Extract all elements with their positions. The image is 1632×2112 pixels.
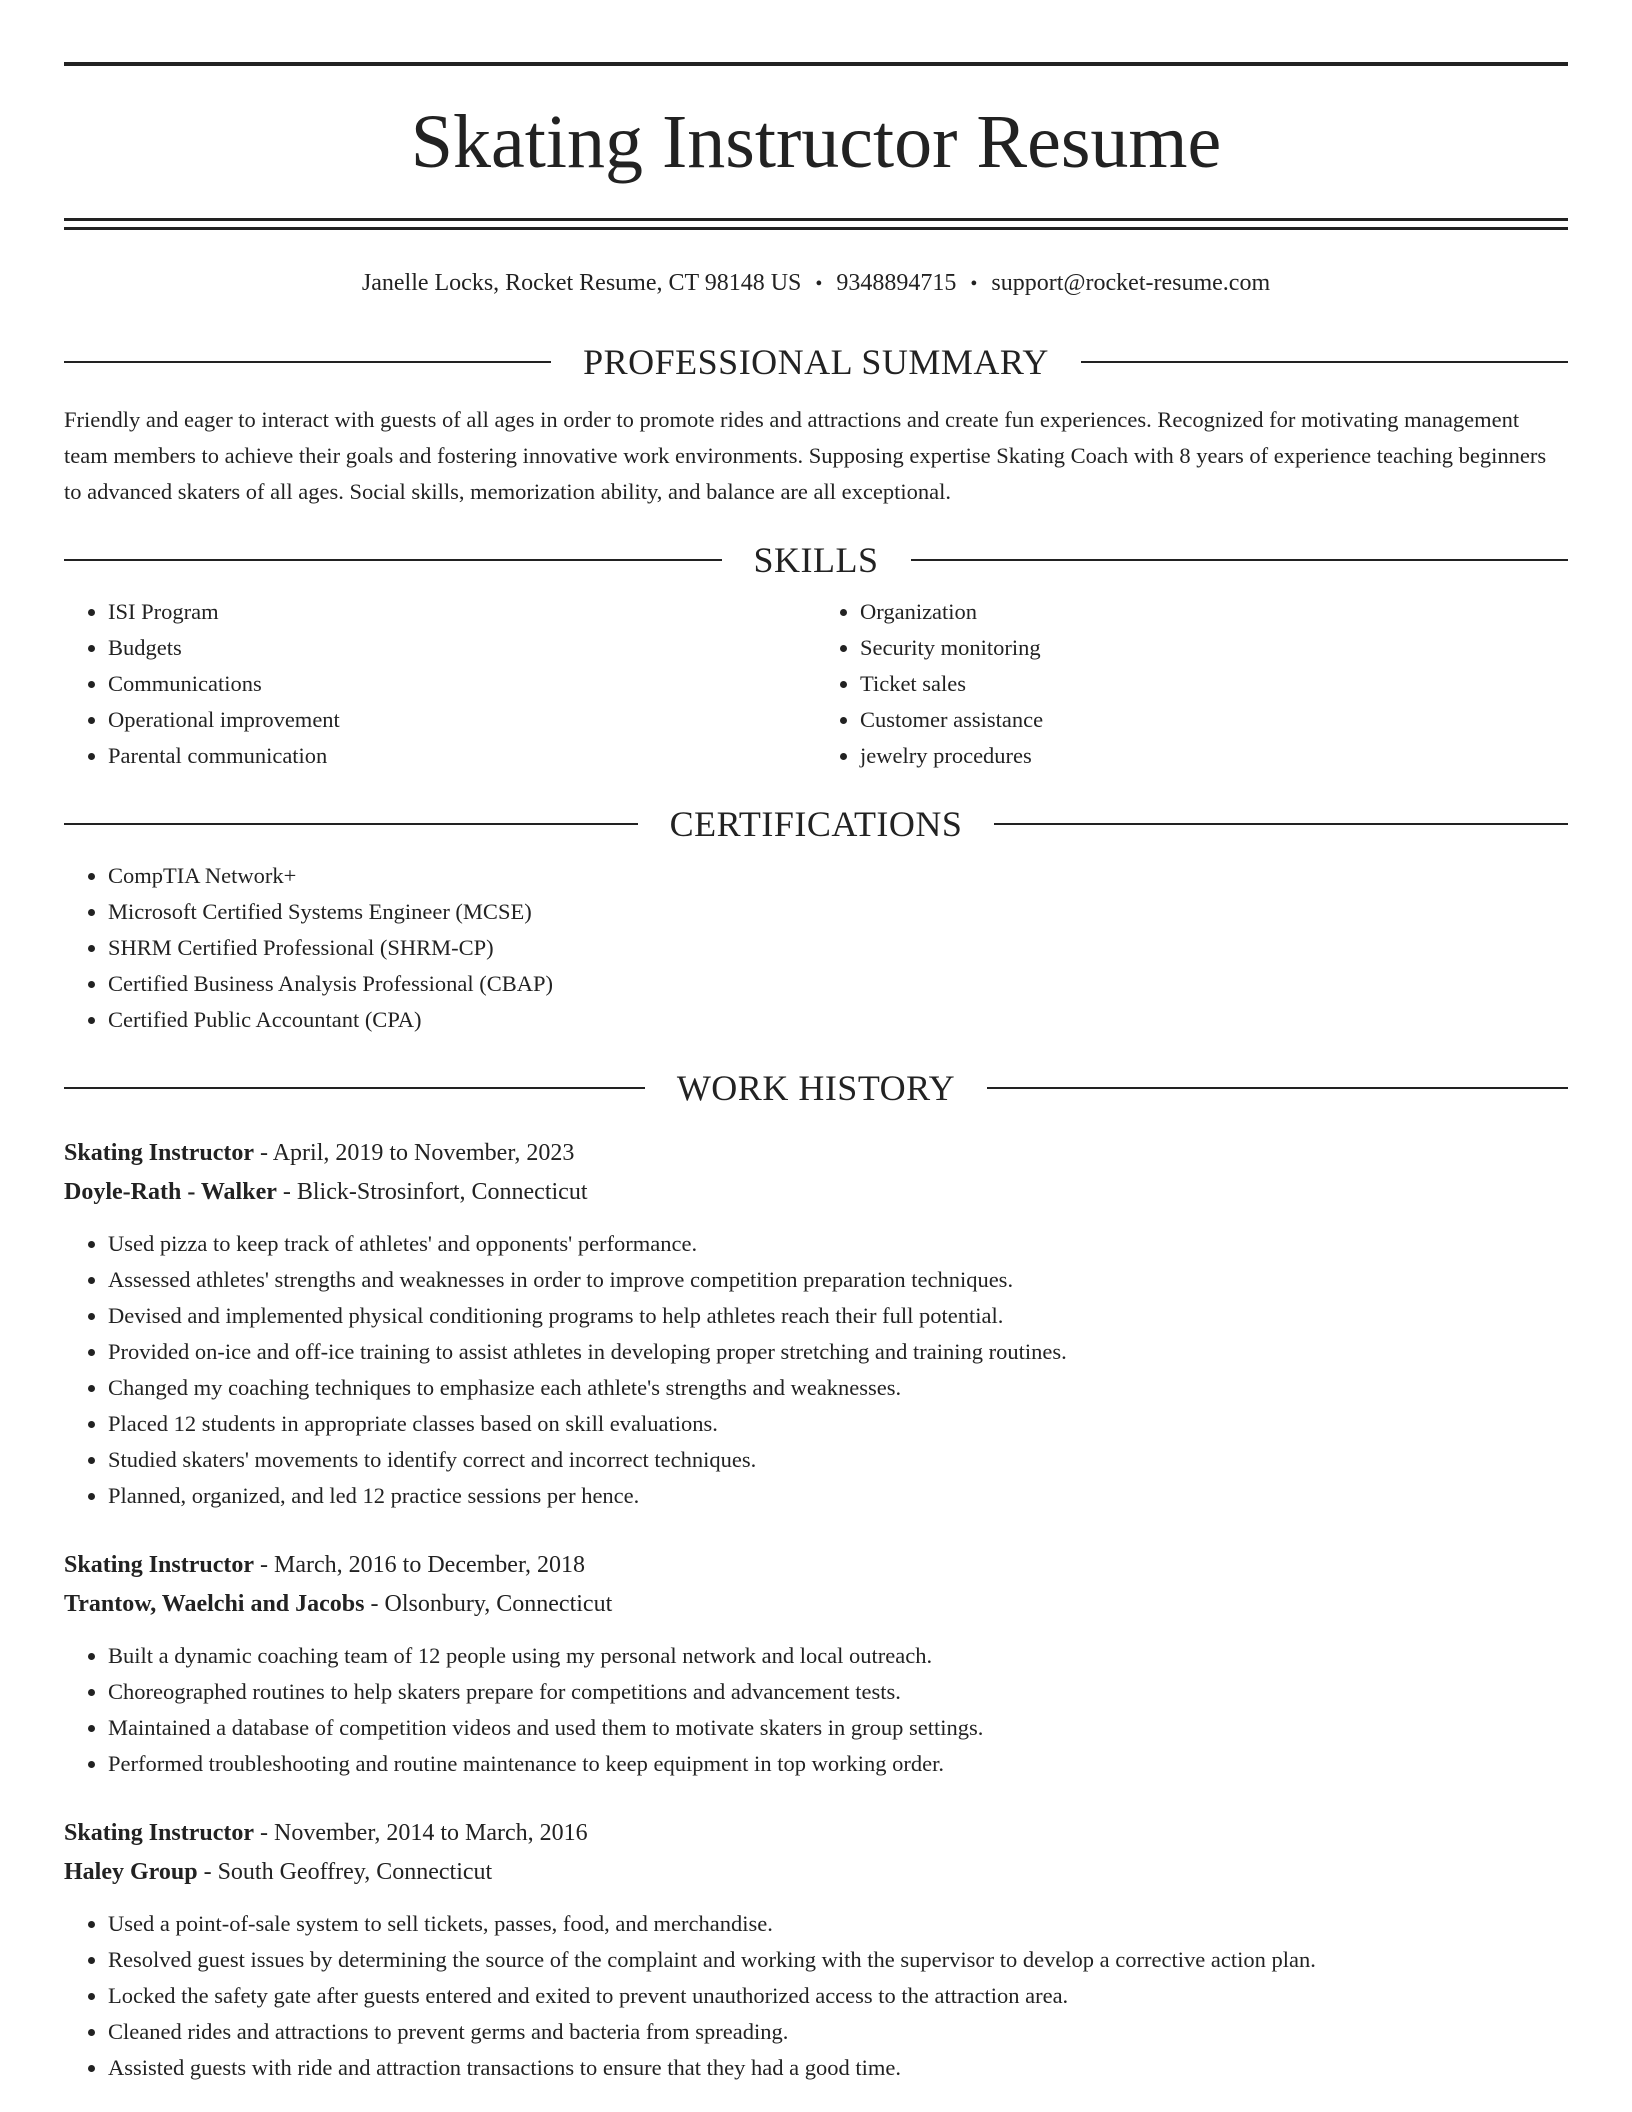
skill-item: • Parental communication — [108, 738, 816, 774]
certification-item: • Certified Public Accountant (CPA) — [108, 1002, 1568, 1038]
job-bullet: • Locked the safety gate after guests entered and exited to prevent unauthorized access to the attraction area. — [108, 1978, 1568, 2014]
job-bullet: • Devised and implemented physical conditioning programs to help athletes reach their full potential. — [108, 1298, 1568, 1334]
job-title: Skating Instructor — [64, 1140, 255, 1166]
job-entry — [64, 1546, 1568, 1782]
certification-item: • CompTIA Network+ — [108, 858, 1568, 894]
job-title-line — [64, 1134, 1568, 1173]
title-double-rule — [64, 218, 1568, 230]
skills-section-header — [64, 540, 1568, 580]
job-bullet: • Built a dynamic coaching team of 12 people using my personal network and local outreach. — [108, 1638, 1568, 1674]
summary-section-header — [64, 342, 1568, 382]
certification-item: • SHRM Certified Professional (SHRM-CP) — [108, 930, 1568, 966]
job-bullets — [64, 1638, 1568, 1782]
job-bullet: • Provided on-ice and off-ice training to assist athletes in developing proper stretching and training routines. — [108, 1334, 1568, 1370]
job-dates: - November, 2014 to March, 2016 — [254, 1820, 588, 1846]
skill-item: • jewelry procedures — [860, 738, 1568, 774]
work-history-list — [64, 1134, 1568, 2086]
contact-phone: 9348894715 — [836, 270, 957, 296]
divider-line — [64, 823, 638, 825]
resume-title: Skating Instructor Resume — [410, 100, 1222, 184]
certification-item: • Microsoft Certified Systems Engineer (MCSE) — [108, 894, 1568, 930]
contact-separator: • — [815, 273, 823, 295]
job-bullets — [64, 1226, 1568, 1514]
job-bullet: • Placed 12 students in appropriate classes based on skill evaluations. — [108, 1406, 1568, 1442]
skills-grid — [64, 594, 1568, 774]
divider-line — [64, 1087, 645, 1089]
skills-list-left — [64, 594, 816, 774]
job-bullet: • Used pizza to keep track of athletes' and opponents' performance. — [108, 1226, 1568, 1262]
contact-name-address: Janelle Locks, Rocket Resume, CT 98148 US — [361, 270, 802, 296]
job-company-line — [64, 1853, 1568, 1892]
contact-email[interactable]: support@rocket-resume.com — [991, 270, 1271, 296]
job-bullet: • Performed troubleshooting and routine maintenance to keep equipment in top working order. — [108, 1746, 1568, 1782]
job-bullet: • Cleaned rides and attractions to prevent germs and bacteria from spreading. — [108, 2014, 1568, 2050]
job-bullet: • Assisted guests with ride and attraction transactions to ensure that they had a good time. — [108, 2050, 1568, 2086]
job-company: Trantow, Waelchi and Jacobs — [64, 1591, 365, 1617]
certifications-list — [64, 858, 1568, 1038]
skill-item: • Communications — [108, 666, 816, 702]
job-bullet: • Planned, organized, and led 12 practice sessions per hence. — [108, 1478, 1568, 1514]
job-bullet: • Changed my coaching techniques to emphasize each athlete's strengths and weaknesses. — [108, 1370, 1568, 1406]
skill-item: • Security monitoring — [860, 630, 1568, 666]
job-company-line — [64, 1585, 1568, 1624]
skill-item: • Customer assistance — [860, 702, 1568, 738]
job-location: - Olsonbury, Connecticut — [364, 1591, 613, 1617]
job-location: - South Geoffrey, Connecticut — [197, 1859, 493, 1885]
top-rule — [64, 62, 1568, 66]
section-title-skills: SKILLS — [753, 540, 879, 580]
divider-line — [64, 559, 722, 561]
section-title-certifications: CERTIFICATIONS — [669, 804, 963, 844]
work-section-header — [64, 1068, 1568, 1108]
job-title-line — [64, 1814, 1568, 1853]
job-dates: - April, 2019 to November, 2023 — [254, 1140, 575, 1166]
skill-item: • Operational improvement — [108, 702, 816, 738]
job-location: - Blick-Strosinfort, Connecticut — [276, 1179, 588, 1205]
job-company-line — [64, 1173, 1568, 1212]
skill-item: • Organization — [860, 594, 1568, 630]
job-bullet: • Resolved guest issues by determining the source of the complaint and working with the supervisor to develop a corrective action plan. — [108, 1942, 1568, 1978]
divider-line — [64, 361, 551, 363]
skills-list-right — [816, 594, 1568, 774]
divider-line — [911, 559, 1569, 561]
skill-item: • ISI Program — [108, 594, 816, 630]
skill-item: • Ticket sales — [860, 666, 1568, 702]
divider-line — [987, 1087, 1568, 1089]
job-company: Haley Group — [64, 1859, 198, 1885]
divider-line — [1081, 361, 1568, 363]
job-dates: - March, 2016 to December, 2018 — [254, 1552, 585, 1578]
job-company: Doyle-Rath - Walker — [64, 1179, 277, 1205]
section-title-work-history: WORK HISTORY — [676, 1068, 956, 1108]
skill-item: • Budgets — [108, 630, 816, 666]
job-bullet: • Choreographed routines to help skaters prepare for competitions and advancement tests. — [108, 1674, 1568, 1710]
job-bullet: • Used a point-of-sale system to sell tickets, passes, food, and merchandise. — [108, 1906, 1568, 1942]
job-title: Skating Instructor — [64, 1820, 255, 1846]
job-entry — [64, 1814, 1568, 2086]
job-title: Skating Instructor — [64, 1552, 255, 1578]
job-bullets — [64, 1906, 1568, 2086]
divider-line — [994, 823, 1568, 825]
certifications-section-header — [64, 804, 1568, 844]
summary-text: Friendly and eager to interact with guests of all ages in order to promote rides and attractions and create fun experiences. Recognized for motivating management team members to achieve their goals and fostering innovative work environments. Supposing expertise Skating Coach with 8 years of experience teaching beginners to advanced skaters of all ages. Social skills, memorization ability, and balance are all exceptional. — [64, 407, 1547, 504]
section-title-summary: PROFESSIONAL SUMMARY — [583, 342, 1049, 382]
certification-item: • Certified Business Analysis Professional (CBAP) — [108, 966, 1568, 1002]
job-bullet: • Assessed athletes' strengths and weaknesses in order to improve competition preparation techniques. — [108, 1262, 1568, 1298]
contact-line — [64, 268, 1568, 298]
resume-page — [64, 62, 1568, 2086]
job-bullet: • Studied skaters' movements to identify correct and incorrect techniques. — [108, 1442, 1568, 1478]
contact-separator: • — [970, 273, 978, 295]
job-title-line — [64, 1546, 1568, 1585]
job-bullet: • Maintained a database of competition videos and used them to motivate skaters in group settings. — [108, 1710, 1568, 1746]
job-entry — [64, 1134, 1568, 1514]
